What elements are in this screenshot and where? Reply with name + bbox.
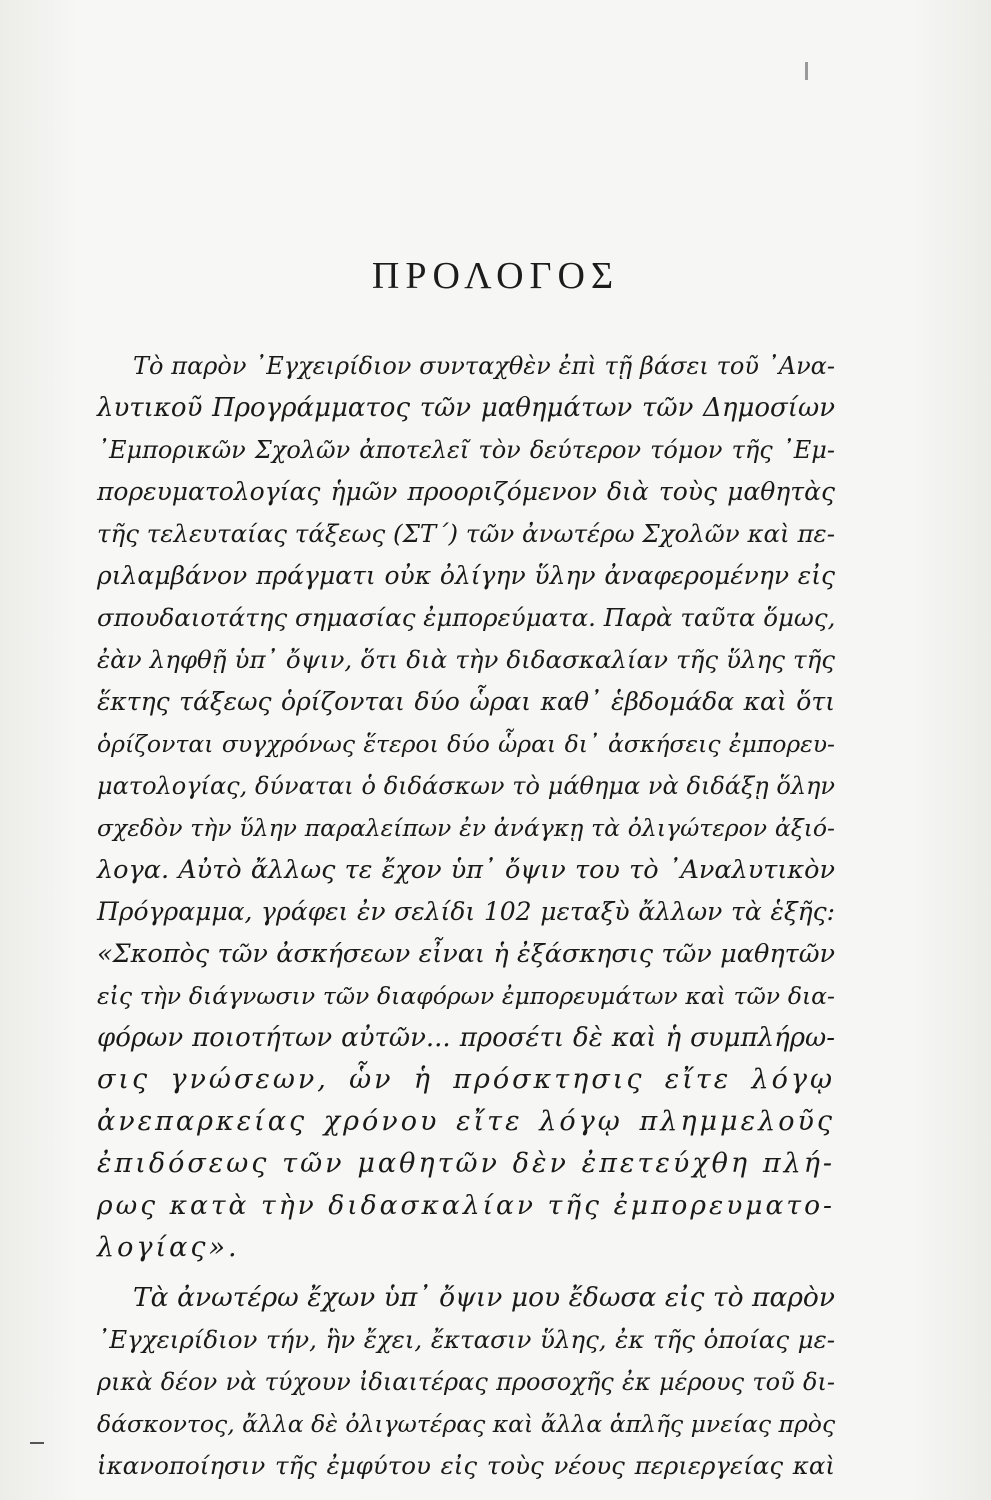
text-line: ἕκτης τάξεως ὁρίζονται δύο ὧραι καθ᾿ ἑβδομάδα καὶ ὅτι <box>97 687 835 716</box>
text-line: Πρόγραμμα, γράφει ἐν σελίδι 102 μεταξὺ ἄλλων τὰ ἑξῆς: <box>97 897 835 926</box>
text-line: σχεδὸν τὴν ὕλην παραλείπων ἐν ἀνάγκῃ τὰ ὀλιγώτερον ἀξιό- <box>97 814 835 842</box>
text-line: δάσκοντος, ἄλλα δὲ ὀλιγωτέρας καὶ ἄλλα ἁπλῆς μνείας πρὸς <box>97 1410 836 1438</box>
page-title: ΠΡΟΛΟΓΟΣ <box>371 255 620 297</box>
text-line: τῆς τελευταίας τάξεως (ΣΤ΄) τῶν ἀνωτέρω Σχολῶν καὶ πε- <box>97 519 835 548</box>
text-line: ἱκανοποίησιν τῆς ἐμφύτου εἰς τοὺς νέους περιεργείας καὶ <box>97 1451 835 1480</box>
scan-mark <box>805 62 808 80</box>
text-line: εἰς τὴν διάγνωσιν τῶν διαφόρων ἐμπορευμάτων καὶ τῶν δια- <box>97 982 835 1010</box>
text-line: ρικὰ δέον νὰ τύχουν ἰδιαιτέρας προσοχῆς ἐκ μέρους τοῦ δι- <box>97 1368 835 1396</box>
text-line: ἐὰν ληφθῇ ὑπ᾿ ὄψιν, ὅτι διὰ τὴν διδασκαλίαν τῆς ὕλης τῆς <box>97 645 835 674</box>
text-line: λογίας». <box>97 1232 240 1263</box>
text-line: ὁρίζονται συγχρόνως ἕτεροι δύο ὧραι δι᾿ ἀσκήσεις ἐμπορευ- <box>97 730 835 758</box>
text-line: ἐπιδόσεως τῶν μαθητῶν δὲν ἐπετεύχθη πλή- <box>97 1148 835 1179</box>
text-line: λυτικοῦ Προγράμματος τῶν μαθημάτων τῶν Δημοσίων <box>97 393 835 423</box>
text-line: ριλαμβάνον πράγματι οὐκ ὀλίγην ὕλην ἀναφερομένην εἰς <box>97 561 835 590</box>
text-line: πορευματολογίας ἡμῶν προοριζόμενον διὰ τοὺς μαθητὰς <box>97 477 835 506</box>
text-line: σπουδαιοτάτης σημασίας ἐμπορεύματα. Παρὰ ταῦτα ὅμως, <box>97 603 836 632</box>
text-line: ᾿Εγχειρίδιον τήν, ἣν ἔχει, ἔκτασιν ὕλης, ἐκ τῆς ὁποίας με- <box>97 1325 835 1354</box>
text-line: λογα. Αὐτὸ ἄλλως τε ἔχον ὑπ᾿ ὄψιν του τὸ ᾿Αναλυτικὸν <box>97 855 835 885</box>
text-line: Τὸ παρὸν ᾿Εγχειρίδιον συνταχθὲν ἐπὶ τῇ βάσει τοῦ ᾿Ανα- <box>133 352 835 380</box>
text-line: ματολογίας, δύναται ὁ διδάσκων τὸ μάθημα νὰ διδάξῃ ὅλην <box>97 772 835 800</box>
text-line: ἀνεπαρκείας χρόνου εἴτε λόγῳ πλημμελοῦς <box>97 1106 835 1137</box>
text-line: Τὰ ἀνωτέρω ἔχων ὑπ᾿ ὄψιν μου ἔδωσα εἰς τὸ παρὸν <box>133 1282 835 1313</box>
text-line: «Σκοπὸς τῶν ἀσκήσεων εἶναι ἡ ἐξάσκησις τῶν μαθητῶν <box>97 939 835 969</box>
text-line: ρως κατὰ τὴν διδασκαλίαν τῆς ἐμπορευματο- <box>97 1190 835 1221</box>
margin-dash <box>30 1442 44 1444</box>
text-line: ᾿Εμπορικῶν Σχολῶν ἀποτελεῖ τὸν δεύτερον τόμον τῆς ᾿Εμ- <box>97 436 835 464</box>
text-line: φόρων ποιοτήτων αὐτῶν... προσέτι δὲ καὶ ἡ συμπλήρω- <box>97 1023 835 1053</box>
text-line: σις γνώσεων, ὧν ἡ πρόσκτησις εἴτε λόγῳ <box>97 1064 835 1095</box>
